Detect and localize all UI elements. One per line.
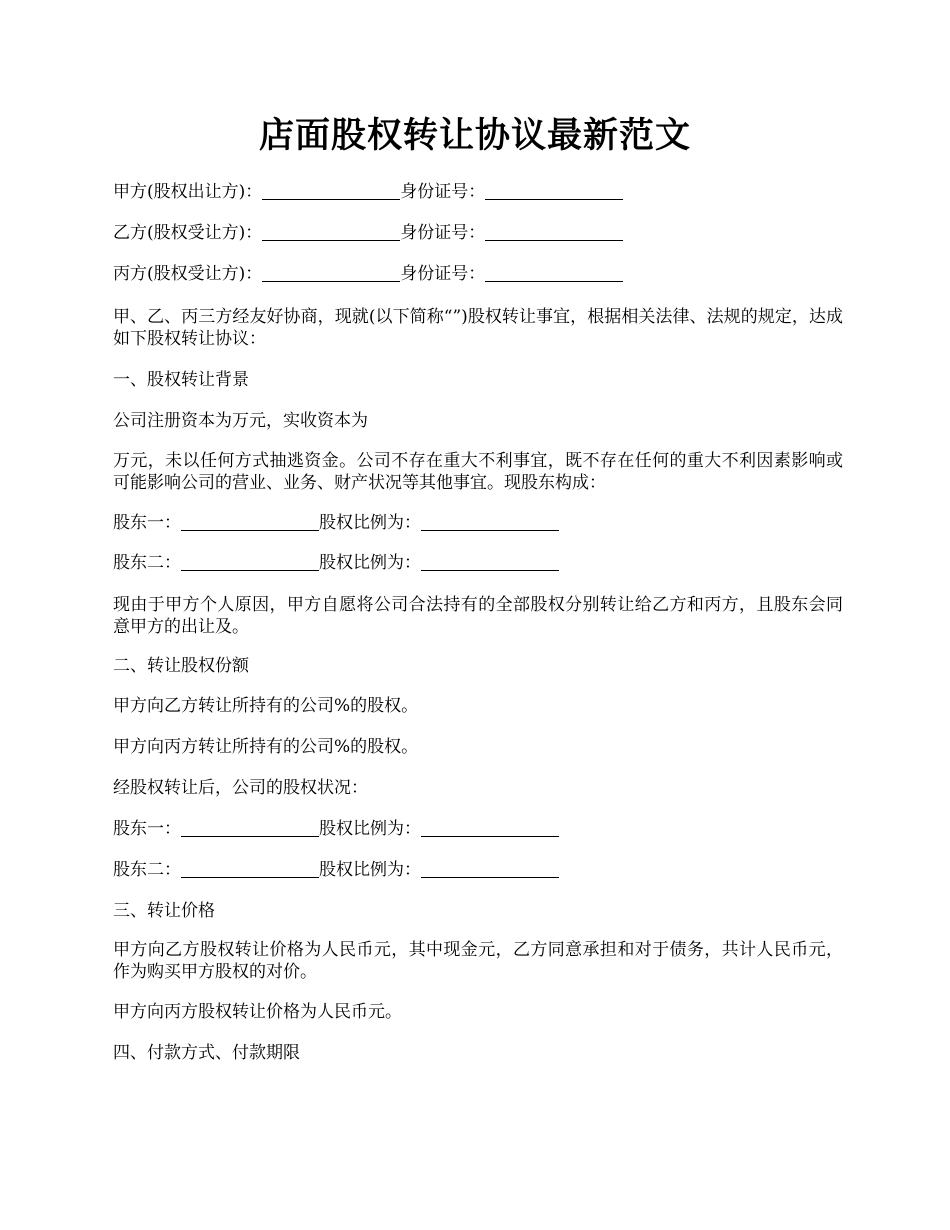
post-shareholder-1-ratio-label: 股权比例为： xyxy=(319,819,421,839)
section-2-paragraph-1: 甲方向乙方转让所持有的公司%的股权。 xyxy=(113,696,419,716)
shareholder-2-line xyxy=(113,552,843,574)
party-b-id-blank xyxy=(485,223,623,241)
shareholder-1-name-blank xyxy=(181,513,319,531)
post-shareholder-2-label: 股东二： xyxy=(113,860,181,880)
party-a-label: 甲方(股权出让方)： xyxy=(113,182,263,202)
post-shareholder-1-label: 股东一： xyxy=(113,819,181,839)
shareholder-2-name-blank xyxy=(181,553,319,571)
document-title: 店面股权转让协议最新范文 xyxy=(258,115,691,156)
shareholder-1-ratio-blank xyxy=(421,513,559,531)
section-2-paragraph-3: 经股权转让后，公司的股权状况： xyxy=(113,778,368,798)
intro-paragraph: 甲、乙、丙三方经友好协商，现就(以下简称“”)股权转让事宜，根据相关法律、法规的规定，达成如下股权转让协议： xyxy=(113,307,843,349)
party-b-name-blank xyxy=(262,223,400,241)
section-1-heading: 一、股权转让背景 xyxy=(113,370,249,390)
post-shareholder-2-ratio-label: 股权比例为： xyxy=(319,860,421,880)
party-c-id-label: 身份证号： xyxy=(400,264,486,284)
section-2-paragraph-2: 甲方向丙方转让所持有的公司%的股权。 xyxy=(113,737,419,757)
party-b-id-label: 身份证号： xyxy=(400,223,486,243)
section-3-paragraph-1: 甲方向乙方股权转让价格为人民币元，其中现金元，乙方同意承担和对于债务，共计人民币元，作为购买甲方股权的对价。 xyxy=(113,940,843,982)
section-2-heading: 二、转让股权份额 xyxy=(113,656,249,676)
shareholder-1-label: 股东一： xyxy=(113,513,181,533)
post-shareholder-2-line xyxy=(113,859,843,881)
party-c-label: 丙方(股权受让方)： xyxy=(113,264,263,284)
party-c-id-blank xyxy=(485,264,623,282)
party-a-id-label: 身份证号： xyxy=(400,182,486,202)
section-3-heading: 三、转让价格 xyxy=(113,901,215,921)
post-shareholder-2-ratio-blank xyxy=(421,860,559,878)
party-a-line xyxy=(113,181,843,203)
shareholder-2-label: 股东二： xyxy=(113,553,181,573)
shareholder-2-ratio-blank xyxy=(421,553,559,571)
post-shareholder-1-ratio-blank xyxy=(421,819,559,837)
party-b-line xyxy=(113,222,843,244)
post-shareholder-1-line xyxy=(113,818,843,840)
party-b-label: 乙方(股权受让方)： xyxy=(113,223,263,243)
section-1-paragraph-2: 万元，未以任何方式抽逃资金。公司不存在重大不利事宜，既不存在任何的重大不利因素影响或可能影响公司的营业、业务、财产状况等其他事宜。现股东构成： xyxy=(113,451,843,493)
shareholder-1-ratio-label: 股权比例为： xyxy=(319,513,421,533)
section-3-paragraph-2: 甲方向丙方股权转让价格为人民币元。 xyxy=(113,1002,402,1022)
section-1-paragraph-3: 现由于甲方个人原因，甲方自愿将公司合法持有的全部股权分别转让给乙方和丙方，且股东会同意甲方的出让及。 xyxy=(113,595,843,637)
post-shareholder-1-name-blank xyxy=(181,819,319,837)
shareholder-2-ratio-label: 股权比例为： xyxy=(319,553,421,573)
section-4-heading: 四、付款方式、付款期限 xyxy=(113,1043,300,1063)
party-a-id-blank xyxy=(485,182,623,200)
post-shareholder-2-name-blank xyxy=(181,860,319,878)
party-c-name-blank xyxy=(262,264,400,282)
shareholder-1-line xyxy=(113,512,843,534)
party-c-line xyxy=(113,263,843,285)
party-a-name-blank xyxy=(262,182,400,200)
section-1-paragraph-1: 公司注册资本为万元，实收资本为 xyxy=(113,411,368,431)
